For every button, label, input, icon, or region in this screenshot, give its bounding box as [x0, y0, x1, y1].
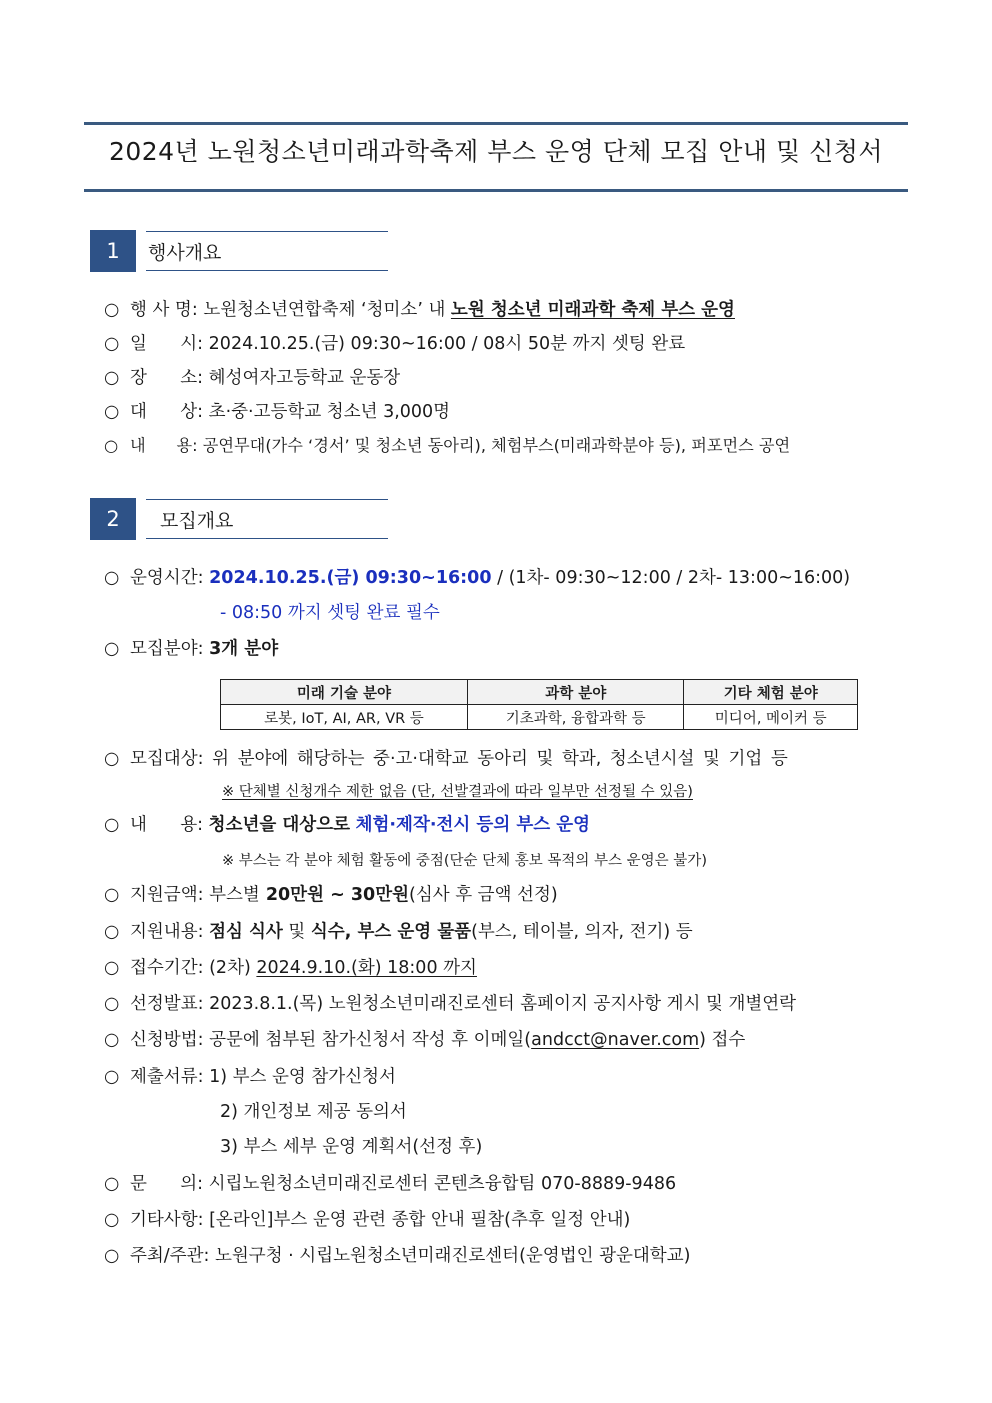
recruit-field: ○ 모집분야: 3개 분야: [104, 639, 279, 659]
recruit-time: ○ 운영시간: 2024.10.25.(금) 09:30~16:00 / (1차- 09:30~12:00 / 2차- 13:00~16:00): [104, 568, 851, 588]
table-header: 과학 분야: [467, 680, 684, 705]
recruit-doc-2: 2) 개인정보 제공 동의서: [220, 1102, 407, 1122]
bullet-icon: ○: [104, 639, 120, 659]
table-cell: 미디어, 메이커 등: [684, 705, 858, 730]
overview-event-name: ○ 행 사 명: 노원청소년연합축제 ‘청미소’ 내 노원 청소년 미래과학 축제 부스 운영: [104, 300, 735, 320]
bullet-icon: ○: [104, 300, 120, 320]
recruit-time-note: - 08:50 까지 셋팅 완료 필수: [220, 603, 440, 623]
email-link[interactable]: andcct@naver.com: [531, 1030, 700, 1050]
recruit-period: ○ 접수기간: (2차) 2024.9.10.(화) 18:00 까지: [104, 958, 477, 978]
field-table: [220, 679, 858, 730]
recruit-announce: ○ 선정발표: 2023.8.1.(목) 노원청소년미래진로센터 홈페이지 공지사항 게시 및 개별연락: [104, 994, 797, 1014]
overview-content: ○ 내 용: 공연무대(가수 ‘경서’ 및 청소년 동아리), 체험부스(미래과학분야 등), 퍼포먼스 공연: [104, 434, 790, 458]
recruit-content-note: ※ 부스는 각 분야 체험 활동에 중점(단순 단체 홍보 목적의 부스 운영은 불가): [222, 853, 707, 869]
overview-target: ○ 대 상: 초·중·고등학교 청소년 3,000명: [104, 402, 451, 422]
bullet-icon: ○: [104, 1030, 120, 1050]
overview-place: ○ 장 소: 혜성여자고등학교 운동장: [104, 368, 401, 388]
recruit-inquiry: ○ 문 의: 시립노원청소년미래진로센터 콘텐츠융합팀 070-8889-9486: [104, 1174, 677, 1194]
page-title: 2024년 노원청소년미래과학축제 부스 운영 단체 모집 안내 및 신청서: [108, 137, 884, 166]
bullet-icon: ○: [104, 568, 120, 588]
recruit-who: ○ 모집대상: 위 분야에 해당하는 중·고·대학교 동아리 및 학과, 청소년시설 및 기업 등: [104, 749, 788, 769]
bullet-icon: ○: [104, 922, 120, 942]
table-row: [221, 705, 858, 730]
recruit-docs: ○ 제출서류: 1) 부스 운영 참가신청서: [104, 1067, 396, 1087]
bullet-icon: ○: [104, 1174, 120, 1194]
recruit-doc-3: 3) 부스 세부 운영 계획서(선정 후): [220, 1137, 483, 1157]
recruit-content: ○ 내 용: 청소년을 대상으로 체험·제작·전시 등의 부스 운영: [104, 815, 591, 835]
bullet-icon: ○: [104, 885, 120, 905]
table-header-row: [221, 680, 858, 705]
bullet-icon: ○: [104, 1210, 120, 1230]
section-title-1: 행사개요: [146, 231, 388, 271]
title-bottom-rule: [84, 189, 908, 192]
bullet-icon: ○: [104, 958, 120, 978]
bullet-icon: ○: [104, 749, 120, 769]
table-cell: 로봇, IoT, AI, AR, VR 등: [221, 705, 468, 730]
recruit-fund: ○ 지원금액: 부스별 20만원 ~ 30만원(심사 후 금액 선정): [104, 885, 558, 905]
table-header: 기타 체험 분야: [684, 680, 858, 705]
recruit-apply: ○ 신청방법: 공문에 첨부된 참가신청서 작성 후 이메일(andcct@naver.com) 접수: [104, 1030, 746, 1050]
recruit-who-note: ※ 단체별 신청개수 제한 없음 (단, 선발결과에 따라 일부만 선정될 수 있음): [222, 784, 693, 800]
section-number-1: 1: [90, 230, 136, 272]
bullet-icon: ○: [104, 1246, 120, 1266]
recruit-etc: ○ 기타사항: [온라인]부스 운영 관련 종합 안내 필참(추후 일정 안내): [104, 1210, 631, 1230]
recruit-host: ○ 주최/주관: 노원구청 · 시립노원청소년미래진로센터(운영법인 광운대학교): [104, 1246, 691, 1266]
table-cell: 기초과학, 융합과학 등: [467, 705, 684, 730]
bullet-icon: ○: [104, 1067, 120, 1087]
bullet-icon: ○: [104, 436, 119, 455]
section-number-2: 2: [90, 498, 136, 540]
bullet-icon: ○: [104, 994, 120, 1014]
bullet-icon: ○: [104, 402, 120, 422]
title-top-rule: [84, 122, 908, 125]
bullet-icon: ○: [104, 368, 120, 388]
overview-date: ○ 일 시: 2024.10.25.(금) 09:30~16:00 / 08시 50분 까지 셋팅 완료: [104, 334, 686, 354]
section-title-2: 모집개요: [146, 499, 388, 539]
bullet-icon: ○: [104, 334, 120, 354]
recruit-support: ○ 지원내용: 점심 식사 및 식수, 부스 운영 물품(부스, 테이블, 의자, 전기) 등: [104, 922, 693, 942]
bullet-icon: ○: [104, 815, 120, 835]
table-header: 미래 기술 분야: [221, 680, 468, 705]
